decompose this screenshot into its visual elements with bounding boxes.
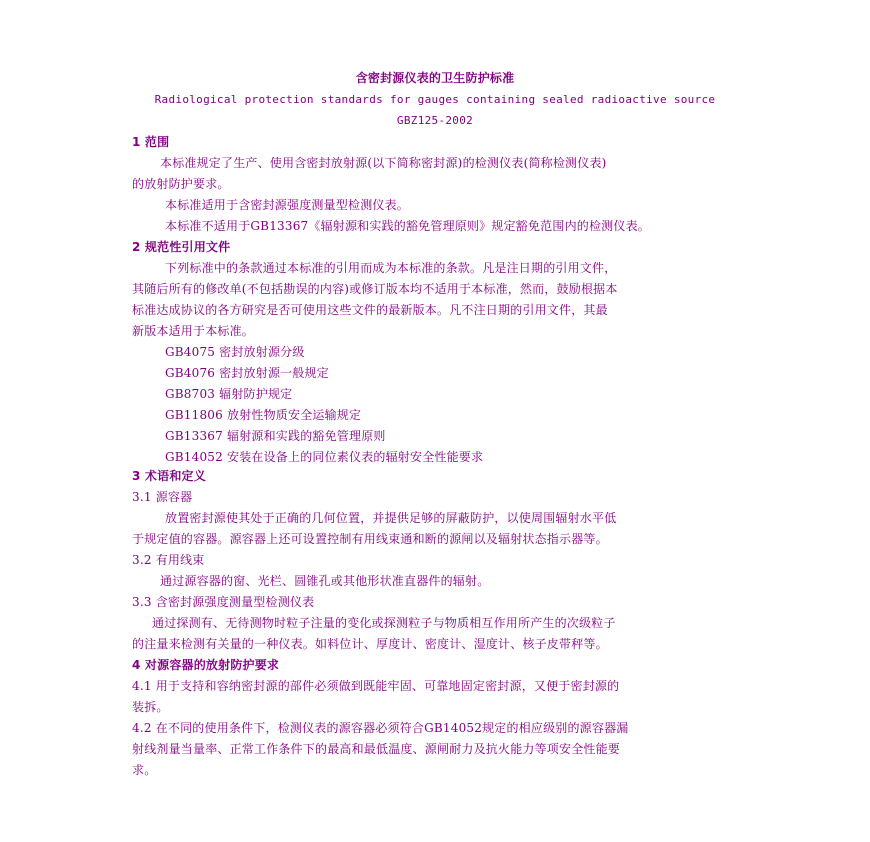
reference-item: GB4075 密封放射源分级	[165, 345, 305, 359]
section-2-heading: 2 规范性引用文件	[132, 240, 231, 254]
term-3-1-heading: 3.1 源容器	[132, 490, 193, 504]
section-2-paragraph-cont: 标准达成协议的各方研究是否可使用这些文件的最新版本。凡不注日期的引用文件，其最	[132, 303, 608, 317]
reference-item: GB14052 安装在设备上的同位素仪表的辐射安全性能要求	[165, 450, 484, 464]
section-2-paragraph-cont: 其随后所有的修改单(不包括勘误的内容)或修订版本均不适用于本标准，然而，鼓励根据本	[132, 282, 618, 296]
section-1-paragraph: 本标准规定了生产、使用含密封放射源(以下简称密封源)的检测仪表(简称检测仪表)	[160, 156, 607, 170]
section-1-paragraph-cont: 的放射防护要求。	[132, 177, 230, 191]
term-3-1-definition-cont: 于规定值的容器。源容器上还可设置控制有用线束通和断的源闸以及辐射状态指示器等。	[132, 532, 608, 546]
section-2-paragraph: 下列标准中的条款通过本标准的引用而成为本标准的条款。凡是注日期的引用文件，	[165, 261, 617, 275]
clause-4-2-cont: 射线剂量当量率、正常工作条件下的最高和最低温度、源闸耐力及抗火能力等项安全性能要	[132, 742, 621, 756]
term-3-1-definition: 放置密封源使其处于正确的几何位置，并提供足够的屏蔽防护，以使周围辐射水平低	[165, 511, 617, 525]
reference-item: GB13367 辐射源和实践的豁免管理原则	[165, 429, 386, 443]
term-3-3-heading: 3.3 含密封源强度测量型检测仪表	[132, 595, 315, 609]
section-4-heading: 4 对源容器的放射防护要求	[132, 658, 280, 672]
term-3-3-definition-cont: 的注量来检测有关量的一种仪表。如料位计、厚度计、密度计、湿度计、核子皮带秤等。	[132, 637, 608, 651]
term-3-2-definition: 通过源容器的窗、光栏、圆锥孔或其他形状准直器件的辐射。	[160, 574, 490, 588]
reference-item: GB8703 辐射防护规定	[165, 387, 293, 401]
clause-4-2: 4.2 在不同的使用条件下，检测仪表的源容器必须符合GB14052规定的相应级别的源容器漏	[132, 721, 629, 735]
clause-4-2-cont: 求。	[132, 763, 157, 777]
reference-item: GB4076 密封放射源一般规定	[165, 366, 329, 380]
section-1-exclusion: 本标准不适用于GB13367《辐射源和实践的豁免管理原则》规定豁免范围内的检测仪表。	[165, 219, 650, 233]
section-2-paragraph-cont: 新版本适用于本标准。	[132, 324, 255, 338]
clause-4-1: 4.1 用于支持和容纳密封源的部件必须做到既能牢固、可靠地固定密封源，又便于密封源的	[132, 679, 620, 693]
standard-code: GBZ125-2002	[396, 114, 474, 127]
section-1-heading: 1 范围	[132, 135, 170, 149]
clause-4-1-cont: 装拆。	[132, 700, 169, 714]
section-1-scope: 本标准适用于含密封源强度测量型检测仪表。	[165, 198, 410, 212]
title-chinese: 含密封源仪表的卫生防护标准	[355, 71, 515, 85]
term-3-2-heading: 3.2 有用线束	[132, 553, 205, 567]
reference-item: GB11806 放射性物质安全运输规定	[165, 408, 362, 422]
title-english: Radiological protection standards for gauges containing sealed radioactive source	[154, 93, 716, 106]
term-3-3-definition: 通过探测有、无待测物时粒子注量的变化或探测粒子与物质相互作用所产生的次级粒子	[152, 616, 616, 630]
section-3-heading: 3 术语和定义	[132, 469, 206, 483]
